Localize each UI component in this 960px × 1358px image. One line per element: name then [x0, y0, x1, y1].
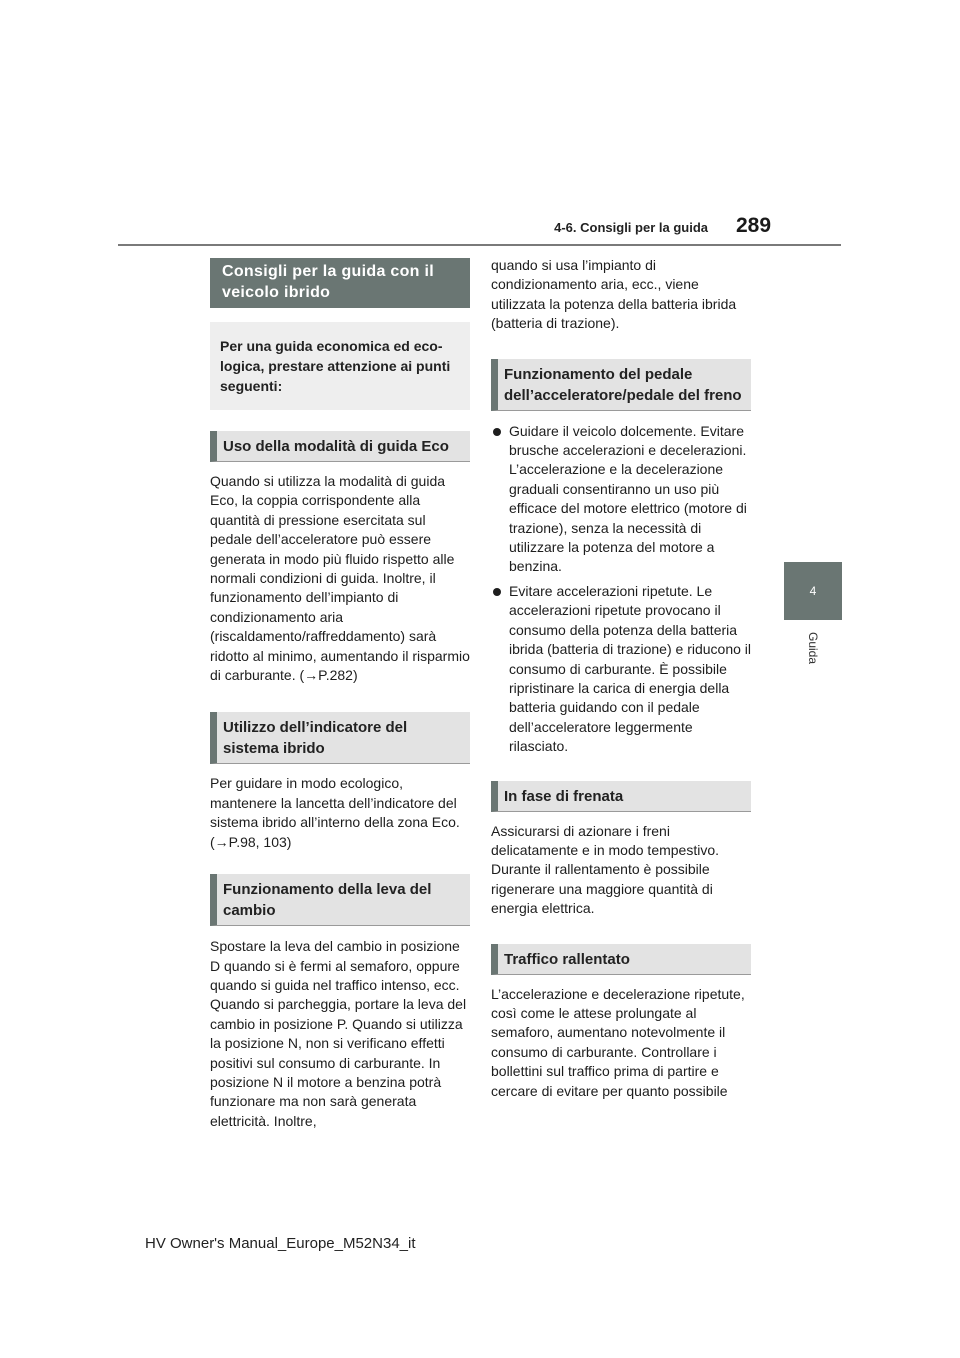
heading-indicator: Utilizzo dell’indicatore del sistema ibrido: [210, 712, 470, 764]
right-column: [491, 256, 751, 1101]
traffic-text: [491, 985, 751, 1101]
main-title: Consigli per la guida con il veicolo ibrido: [210, 258, 470, 308]
chapter-number: 4: [809, 584, 817, 598]
chapter-tab: [784, 562, 842, 620]
intro-box: Per una guida economica ed eco-logica, prestare attenzione ai punti seguenti:: [210, 322, 470, 410]
chapter-name: Guida: [806, 631, 820, 665]
indicator-text: [210, 774, 470, 852]
section-label: 4-6. Consigli per la guida: [554, 220, 708, 235]
footer: HV Owner's Manual_Europe_M52N34_it: [145, 1235, 416, 1252]
paragraph: quando si usa l’impianto di condizionamento aria, ecc., viene utilizzata la potenza della batteria ibrida (batteria di trazione).: [491, 257, 737, 332]
paragraph: L’accelerazione e decelerazione ripetute, così come le attese prolungate al semaforo, aumentano notevolmente il consumo di carburante. Controllare i bollettini sul traffico prima di partire e cercare di evitare per quanto possibile: [491, 985, 745, 1099]
bullet-icon: [493, 428, 501, 436]
left-column: [210, 258, 470, 1131]
heading-braking: In fase di frenata: [491, 781, 751, 812]
eco-mode-text: [210, 472, 470, 685]
pedals-bullet-list: [491, 422, 751, 757]
heading-eco-mode: Uso della modalità di guida Eco: [210, 431, 470, 462]
heading-pedals: Funzionamento del pedale dell’acceleratore/pedale del freno: [491, 359, 751, 411]
shift-lever-text: [210, 937, 470, 1131]
page-number: 289: [736, 214, 772, 237]
heading-traffic: Traffico rallentato: [491, 944, 751, 975]
list-item: Evitare accelerazioni ripetute. Le accelerazioni ripetute provocano il consumo della potenza della batteria ibrida (batteria di trazione) e riducono il consumo di carburante. È possibile ripristinare la carica di energia della batteria guidando con il pedale dell’acceleratore leggermente rilasciato.: [491, 582, 751, 757]
shift-lever-continued: [491, 256, 751, 334]
paragraph: Per guidare in modo ecologico, mantenere la lancetta dell’indicatore del sistema ibrido all’interno della zona Eco. (→P.98, 103): [210, 775, 460, 850]
paragraph: Assicurarsi di azionare i freni delicatamente e in modo tempestivo. Durante il rallentamento è possibile rigenerare una maggiore quantità di energia elettrica.: [491, 822, 720, 917]
paragraph: Spostare la leva del cambio in posizione D quando si è fermi al semaforo, oppure quando si guida nel traffico intenso, ecc. Quando si parcheggia, portare la leva del cambio in posizione P. Quando si utilizza la posizione N, non si verificano effetti positivi sul consumo di carburante. In posizione N il motore a benzina potrà funzionare ma non sarà generata elettricità. Inoltre,: [210, 938, 467, 1129]
bullet-icon: [493, 588, 501, 596]
header-rule: [118, 244, 841, 246]
list-item: Guidare il veicolo dolcemente. Evitare brusche accelerazioni e decelerazioni. L’accelerazione e la decelerazione graduali consentiranno un uso più efficace del motore elettrico (motore di trazione), senza la necessità di utilizzare la potenza del motore a benzina.: [491, 422, 751, 577]
paragraph: Quando si utilizza la modalità di guida Eco, la coppia corrispondente alla quantità di pressione esercitata sul pedale dell’acceleratore può essere generata in modo più fluido rispetto alle normali condizioni di guida. Inoltre, il funzionamento dell’impianto di condizionamento aria (riscaldamento/raffreddamento) sarà ridotto al minimo, aumentando il risparmio di carburante. (→P.282): [210, 473, 470, 684]
heading-shift-lever: Funzionamento della leva del cambio: [210, 874, 470, 926]
braking-text: [491, 822, 751, 919]
